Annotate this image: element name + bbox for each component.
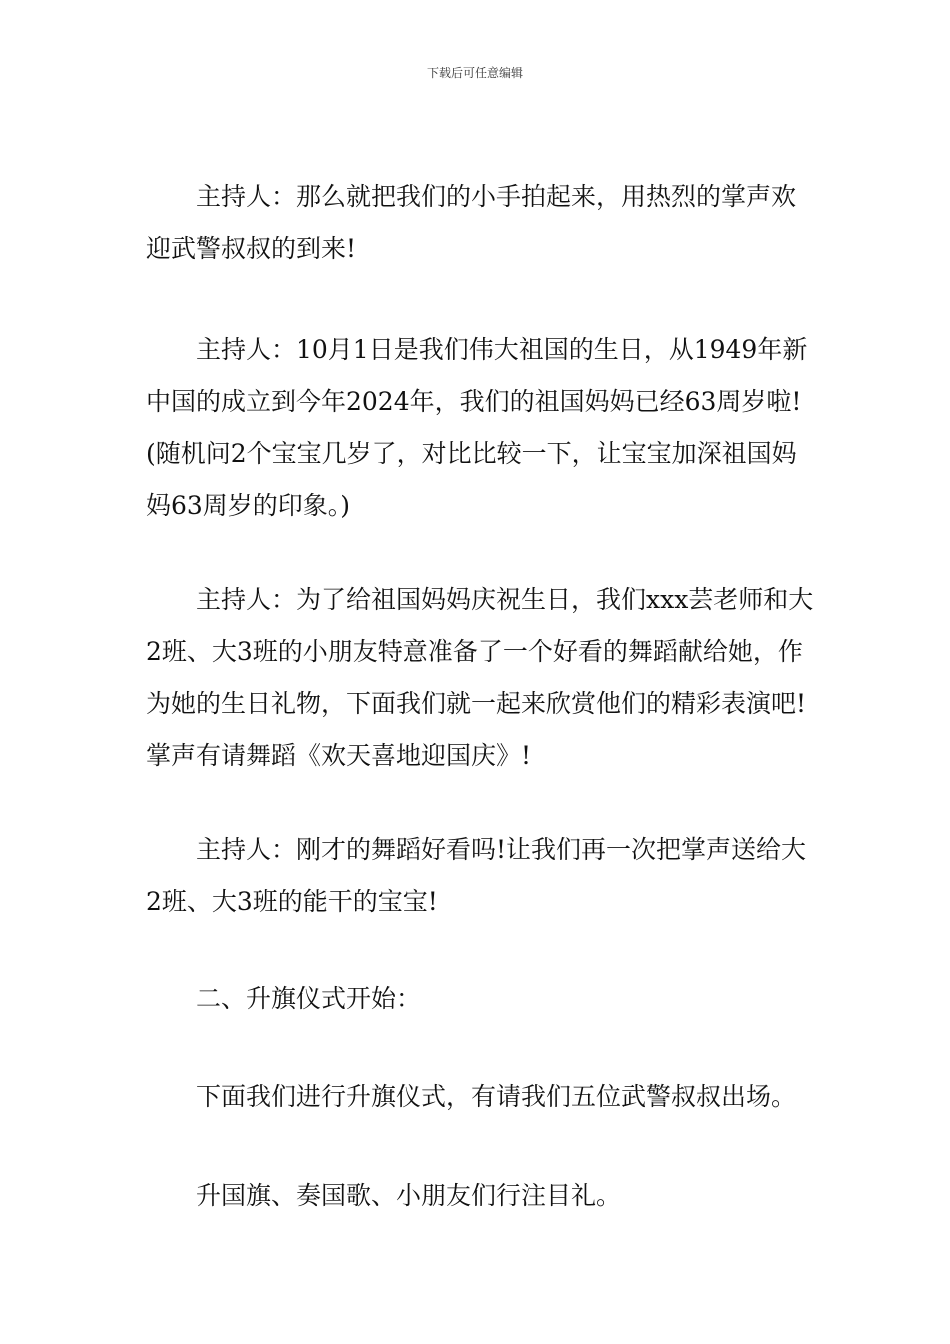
page-header-note: 下载后可任意编辑 [426, 66, 523, 80]
host-paragraph-applause: 主持人：刚才的舞蹈好看吗!让我们再一次把掌声送给大2班、大3班的能干的宝宝! [146, 835, 807, 916]
host-paragraph-birthday: 主持人：10月1日是我们伟大祖国的生日，从1949年新中国的成立到今年2024年，我们的祖国妈妈已经63周岁啦!(随机问2个宝宝几岁了，对比比较一下，让宝宝加深祖国妈妈63周岁的印象。) [146, 335, 808, 520]
host-paragraph-welcome: 主持人：那么就把我们的小手拍起来，用热烈的掌声欢迎武警叔叔的到来! [146, 182, 797, 263]
paragraph-anthem: 升国旗、奏国歌、小朋友们行注目礼。 [196, 1181, 622, 1210]
host-paragraph-dance: 主持人：为了给祖国妈妈庆祝生日，我们xxx芸老师和大2班、大3班的小朋友特意准备了一个好看的舞蹈献给她，作为她的生日礼物，下面我们就一起来欣赏他们的精彩表演吧!掌声有请舞蹈《欢天喜地迎国庆》! [146, 585, 814, 770]
paragraph-flag-ceremony-intro: 下面我们进行升旗仪式，有请我们五位武警叔叔出场。 [196, 1082, 797, 1111]
section-heading-flag-ceremony: 二、升旗仪式开始： [196, 984, 422, 1013]
